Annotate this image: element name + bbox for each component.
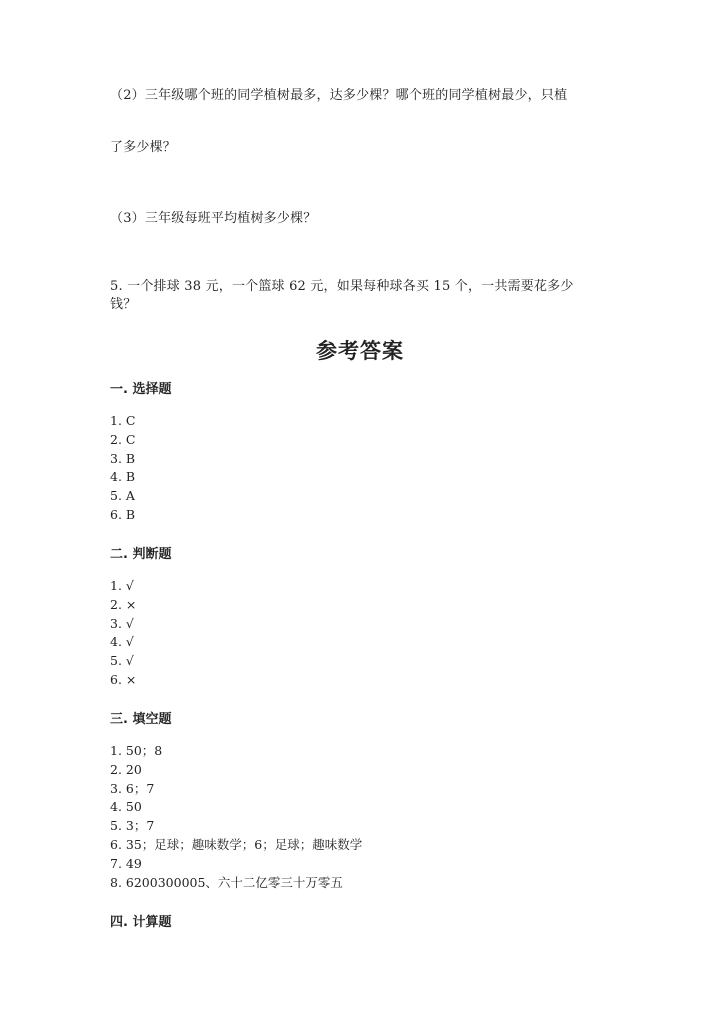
question-5-line-1: 5. 一个排球 38 元，一个篮球 62 元，如果每种球各买 15 个，一共需要花多少 (110, 279, 574, 294)
section-heading-calculation: 四. 计算题 (110, 915, 172, 930)
answer-item: 4. B (110, 469, 136, 485)
fill-blank-answer-list (110, 742, 362, 892)
answer-item: 2. 20 (110, 761, 142, 777)
judgement-answer-list (110, 577, 136, 690)
question-5-line-2: 钱？ (110, 297, 137, 312)
answer-key-title: 参考答案 (316, 339, 404, 363)
answer-item: 6. × (110, 671, 137, 687)
answer-item: 1. 50；8 (110, 743, 163, 758)
question-2-line-2: 了多少棵？ (110, 140, 177, 155)
section-heading-choice: 一. 选择题 (110, 382, 172, 397)
question-3: （3）三年级每班平均植树多少棵？ (110, 211, 317, 226)
answer-item: 5. √ (110, 653, 134, 669)
answer-item: 2. C (110, 431, 136, 447)
answer-item: 4. 50 (110, 799, 142, 815)
answer-item: 1. √ (110, 578, 134, 593)
answer-item: 3. 6；7 (110, 780, 155, 796)
section-heading-judgement: 二. 判断题 (110, 547, 172, 562)
section-heading-fill-blank: 三. 填空题 (110, 712, 172, 727)
question-2-line-1: （2）三年级哪个班的同学植树最多，达多少棵？哪个班的同学植树最少，只植 (110, 88, 568, 103)
answer-item: 6. 35；足球；趣味数学；6；足球；趣味数学 (110, 836, 363, 852)
answer-item: 3. B (110, 450, 136, 466)
choice-answer-list (110, 412, 135, 525)
answer-item: 8. 6200300005、六十二亿零三十万零五 (110, 874, 343, 890)
answer-item: 2. × (110, 596, 137, 612)
answer-item: 5. A (110, 488, 135, 504)
answer-item: 4. √ (110, 634, 134, 650)
answer-item: 5. 3；7 (110, 818, 155, 834)
answer-item: 3. √ (110, 615, 134, 631)
answer-item: 7. 49 (110, 855, 142, 871)
answer-item: 1. C (110, 413, 136, 428)
answer-item: 6. B (110, 506, 136, 522)
